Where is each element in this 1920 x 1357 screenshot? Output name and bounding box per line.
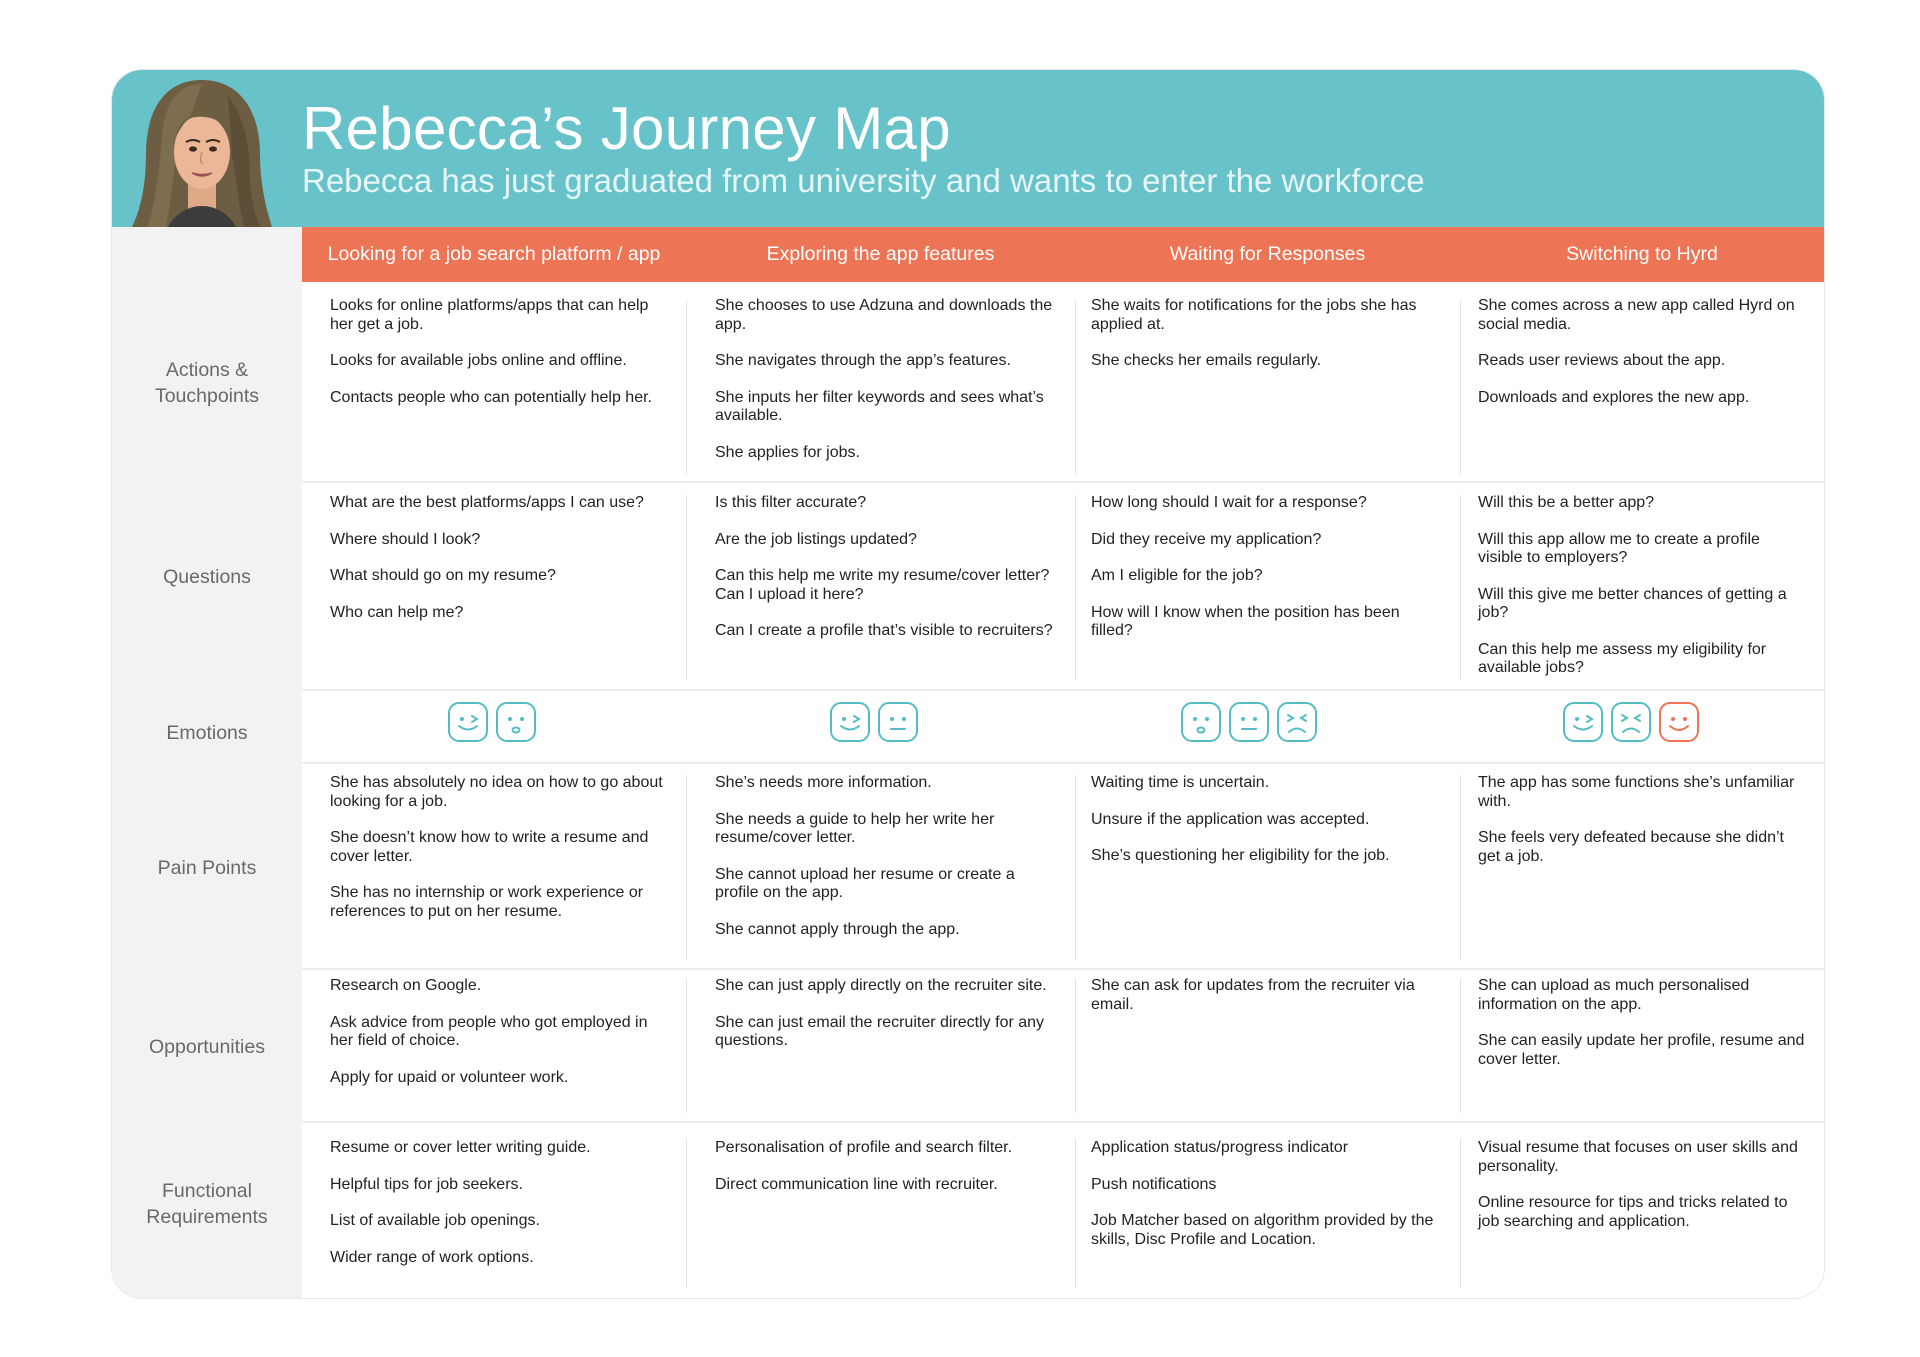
persona-avatar — [132, 76, 272, 227]
column-divider — [686, 495, 687, 680]
cell-actions-stage-1 — [330, 297, 670, 425]
column-divider — [1460, 1138, 1461, 1288]
cell-item: She can just apply directly on the recruiter site. — [715, 977, 1047, 994]
cell-questions-stage-4 — [1478, 494, 1808, 696]
emotions-stage-1 — [447, 701, 537, 745]
cell-item: How will I know when the position has been filled? — [1091, 603, 1400, 639]
cell-questions-stage-3 — [1091, 494, 1436, 659]
cell-item: Did they receive my application? — [1091, 530, 1322, 548]
cell-item: Reads user reviews about the app. — [1478, 352, 1726, 369]
cell-item: The app has some functions she’s unfamiliar with. — [1478, 774, 1795, 810]
cell-functional-stage-4 — [1478, 1139, 1808, 1249]
cell-item: Can this help me assess my eligibility for available jobs? — [1478, 640, 1767, 676]
cell-functional-stage-2 — [715, 1139, 1060, 1212]
confused-face-icon — [1562, 701, 1604, 743]
column-divider — [1075, 495, 1076, 680]
cell-item: Push notifications — [1091, 1175, 1217, 1193]
row-label-actions: Actions & Touchpoints — [154, 359, 260, 407]
row-label-emotions: Emotions — [166, 722, 248, 744]
cell-item: Are the job listings updated? — [715, 530, 917, 548]
cell-functional-stage-3 — [1091, 1139, 1436, 1267]
column-divider — [686, 775, 687, 960]
cell-item: What are the best platforms/apps I can use? — [330, 494, 644, 511]
cell-item: She can ask for updates from the recruiter via email. — [1091, 977, 1415, 1013]
stage-2-label: Exploring the app features — [766, 243, 995, 265]
column-divider — [1075, 775, 1076, 960]
row-label-questions: Questions — [163, 566, 251, 588]
cell-item: Ask advice from people who got employed in her field of choice. — [330, 1013, 648, 1049]
stage-3-label: Waiting for Responses — [1169, 243, 1366, 265]
row-label-opportunities: Opportunities — [149, 1036, 265, 1058]
cell-item: Personalisation of profile and search filter. — [715, 1139, 1013, 1156]
cell-item: Will this be a better app? — [1478, 494, 1655, 511]
cell-item: Apply for upaid or volunteer work. — [330, 1068, 569, 1086]
cell-item: She checks her emails regularly. — [1091, 352, 1322, 369]
cell-item: She has absolutely no idea on how to go about looking for a job. — [330, 774, 663, 810]
happy-face-icon — [1658, 701, 1700, 743]
cell-item: Waiting time is uncertain. — [1091, 774, 1270, 791]
column-divider — [686, 1138, 687, 1288]
cell-pain-points-stage-2 — [715, 774, 1060, 957]
cell-item: Who can help me? — [330, 603, 464, 621]
column-divider — [686, 978, 687, 1113]
cell-actions-stage-3 — [1091, 297, 1436, 389]
cell-item: Wider range of work options. — [330, 1248, 534, 1266]
journey-map-card — [112, 70, 1824, 1298]
frustrated-face-icon — [1276, 701, 1318, 743]
column-divider — [1460, 495, 1461, 680]
column-divider — [1460, 300, 1461, 475]
row-divider — [302, 968, 1824, 970]
cell-item: Helpful tips for job seekers. — [330, 1175, 523, 1193]
cell-item: Can I create a profile that’s visible to recruiters? — [715, 622, 1053, 639]
stage-bar — [302, 227, 1824, 282]
cell-item: Online resource for tips and tricks related to job searching and application. — [1478, 1194, 1788, 1230]
cell-item: Job Matcher based on algorithm provided by the skills, Disc Profile and Location. — [1091, 1212, 1434, 1248]
cell-item: Direct communication line with recruiter. — [715, 1175, 998, 1193]
cell-item: She can easily update her profile, resume and cover letter. — [1478, 1032, 1805, 1068]
confused-face-icon — [447, 701, 489, 743]
cell-item: Where should I look? — [330, 530, 481, 548]
emotions-stage-3 — [1180, 701, 1318, 745]
cell-item: How long should I wait for a response? — [1091, 494, 1367, 511]
emotions-stage-4 — [1562, 701, 1700, 745]
cell-item: What should go on my resume? — [330, 567, 556, 584]
cell-item: Downloads and explores the new app. — [1478, 388, 1750, 406]
cell-item: Research on Google. — [330, 977, 482, 994]
cell-item: Visual resume that focuses on user skills and personality. — [1478, 1139, 1798, 1175]
cell-item: Contacts people who can potentially help her. — [330, 388, 652, 406]
cell-questions-stage-2 — [715, 494, 1060, 659]
cell-questions-stage-1 — [330, 494, 670, 640]
worried-face-icon — [495, 701, 537, 743]
cell-opportunities-stage-1 — [330, 977, 670, 1105]
cell-item: She doesn’t know how to write a resume and cover letter. — [330, 829, 649, 865]
cell-pain-points-stage-3 — [1091, 774, 1436, 884]
cell-item: She can upload as much personalised information on the app. — [1478, 977, 1750, 1013]
cell-item: She’s questioning her eligibility for the job. — [1091, 847, 1390, 864]
page-title: Rebecca’s Journey Map — [302, 95, 951, 162]
header-banner — [112, 70, 1824, 227]
cell-item: She needs a guide to help her write her resume/cover letter. — [715, 810, 995, 846]
emotions-stage-2 — [829, 701, 919, 745]
frustrated-face-icon — [1610, 701, 1652, 743]
cell-actions-stage-2 — [715, 297, 1060, 480]
row-divider — [302, 1121, 1824, 1123]
cell-functional-stage-1 — [330, 1139, 670, 1285]
row-label-functional: Functional Requirements — [146, 1180, 268, 1228]
cell-item: She navigates through the app’s features. — [715, 352, 1011, 369]
cell-item: Looks for available jobs online and offline. — [330, 352, 627, 369]
column-divider — [1460, 775, 1461, 960]
column-divider — [686, 300, 687, 475]
neutral-face-icon — [1228, 701, 1270, 743]
confused-face-icon — [829, 701, 871, 743]
row-divider — [302, 481, 1824, 483]
cell-pain-points-stage-1 — [330, 774, 670, 939]
column-divider — [1075, 978, 1076, 1113]
cell-item: She applies for jobs. — [715, 443, 860, 461]
stage-4-label: Switching to Hyrd — [1566, 243, 1718, 265]
cell-item: She comes across a new app called Hyrd on social media. — [1478, 297, 1795, 333]
cell-item: Can this help me write my resume/cover letter?Can I upload it here? — [715, 567, 1050, 603]
row-label-pain-points: Pain Points — [157, 857, 257, 879]
cell-item: Am I eligible for the job? — [1091, 567, 1263, 584]
cell-item: Application status/progress indicator — [1091, 1139, 1349, 1156]
worried-face-icon — [1180, 701, 1222, 743]
cell-actions-stage-4 — [1478, 297, 1808, 425]
column-divider — [1075, 1138, 1076, 1288]
cell-item: She inputs her filter keywords and sees what’s available. — [715, 388, 1044, 424]
row-divider — [302, 762, 1824, 764]
cell-opportunities-stage-2 — [715, 977, 1060, 1069]
page-subtitle: Rebecca has just graduated from university and wants to enter the workforce — [302, 162, 1425, 199]
cell-item: Will this give me better chances of getting a job? — [1478, 585, 1787, 621]
cell-item: Looks for online platforms/apps that can help her get a job. — [330, 297, 649, 333]
cell-item: She’s needs more information. — [715, 774, 932, 791]
cell-opportunities-stage-4 — [1478, 977, 1808, 1087]
stage-1-label: Looking for a job search platform / app — [327, 243, 661, 265]
cell-pain-points-stage-4 — [1478, 774, 1808, 884]
cell-item: She has no internship or work experience or references to put on her resume. — [330, 884, 644, 920]
column-divider — [1075, 300, 1076, 475]
cell-item: She can just email the recruiter directly for any questions. — [715, 1013, 1045, 1049]
cell-item: She cannot upload her resume or create a profile on the app. — [715, 865, 1015, 901]
cell-item: She waits for notifications for the jobs she has applied at. — [1091, 297, 1417, 333]
cell-opportunities-stage-3 — [1091, 977, 1436, 1032]
cell-item: List of available job openings. — [330, 1212, 540, 1229]
cell-item: She chooses to use Adzuna and downloads the app. — [715, 297, 1053, 333]
neutral-face-icon — [877, 701, 919, 743]
cell-item: Resume or cover letter writing guide. — [330, 1139, 591, 1156]
cell-item: Is this filter accurate? — [715, 494, 867, 511]
cell-item: She cannot apply through the app. — [715, 920, 960, 938]
cell-item: Unsure if the application was accepted. — [1091, 810, 1370, 828]
cell-item: She feels very defeated because she didn’t get a job. — [1478, 829, 1784, 865]
cell-item: Will this app allow me to create a profile visible to employers? — [1478, 530, 1760, 566]
column-divider — [1460, 978, 1461, 1113]
